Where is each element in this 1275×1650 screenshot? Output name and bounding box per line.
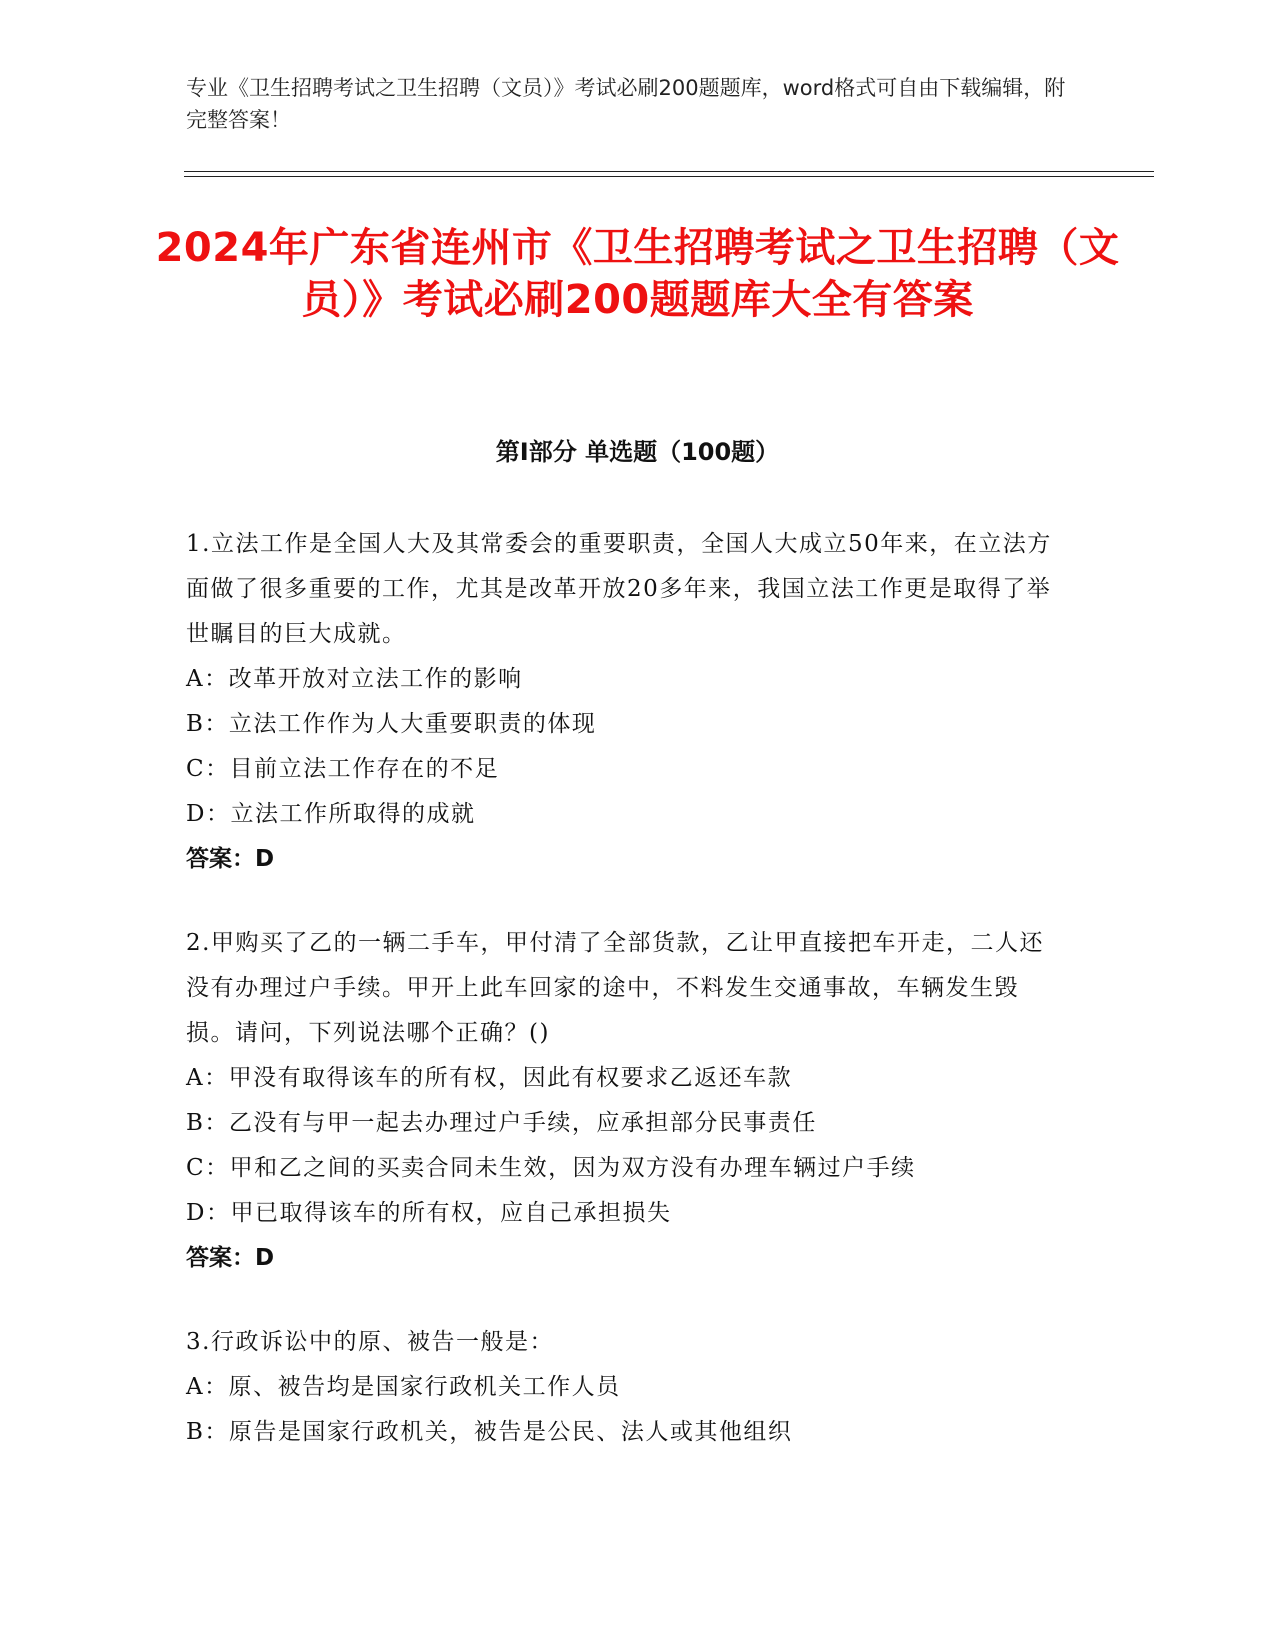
question-1: [186, 522, 1066, 882]
header-rule-bottom: [184, 176, 1154, 177]
answer: 答案：D: [186, 846, 275, 872]
answer: 答案：D: [186, 1245, 275, 1271]
option-a: A：改革开放对立法工作的影响: [186, 666, 523, 692]
option-c: C：甲和乙之间的买卖合同未生效，因为双方没有办理车辆过户手续: [186, 1155, 916, 1181]
option-b: B：原告是国家行政机关，被告是公民、法人或其他组织: [186, 1419, 793, 1445]
option-a: A：甲没有取得该车的所有权，因此有权要求乙返还车款: [186, 1065, 793, 1091]
option-d: D：甲已取得该车的所有权，应自己承担损失: [186, 1200, 672, 1226]
question-list: [186, 522, 1066, 1494]
option-c: C：目前立法工作存在的不足: [186, 756, 500, 782]
option-b: B：立法工作作为人大重要职责的体现: [186, 711, 597, 737]
header-rule-top: [184, 171, 1154, 172]
question-text: 1.立法工作是全国人大及其常委会的重要职责，全国人大成立50年来，在立法方面做了很多重要的工作，尤其是改革开放20多年来，我国立法工作更是取得了举世瞩目的巨大成就。: [186, 531, 1052, 647]
question-text: 3.行政诉讼中的原、被告一般是：: [186, 1329, 554, 1355]
document-title: 2024年广东省连州市《卫生招聘考试之卫生招聘（文员）》考试必刷200题题库大全有答案: [155, 225, 1120, 323]
section-heading: 第I部分 单选题（100题）: [495, 438, 780, 466]
option-b: B：乙没有与甲一起去办理过户手续，应承担部分民事责任: [186, 1110, 817, 1136]
option-d: D：立法工作所取得的成就: [186, 801, 476, 827]
question-2: [186, 921, 1066, 1281]
option-a: A：原、被告均是国家行政机关工作人员: [186, 1374, 621, 1400]
header-note: 专业《卫生招聘考试之卫生招聘（文员）》考试必刷200题题库，word格式可自由下载编辑，附完整答案！: [186, 76, 1066, 132]
question-3: [186, 1320, 1066, 1455]
question-text: 2.甲购买了乙的一辆二手车，甲付清了全部货款，乙让甲直接把车开走，二人还没有办理过户手续。甲开上此车回家的途中，不料发生交通事故，车辆发生毁损。请问，下列说法哪个正确？(): [186, 930, 1044, 1046]
